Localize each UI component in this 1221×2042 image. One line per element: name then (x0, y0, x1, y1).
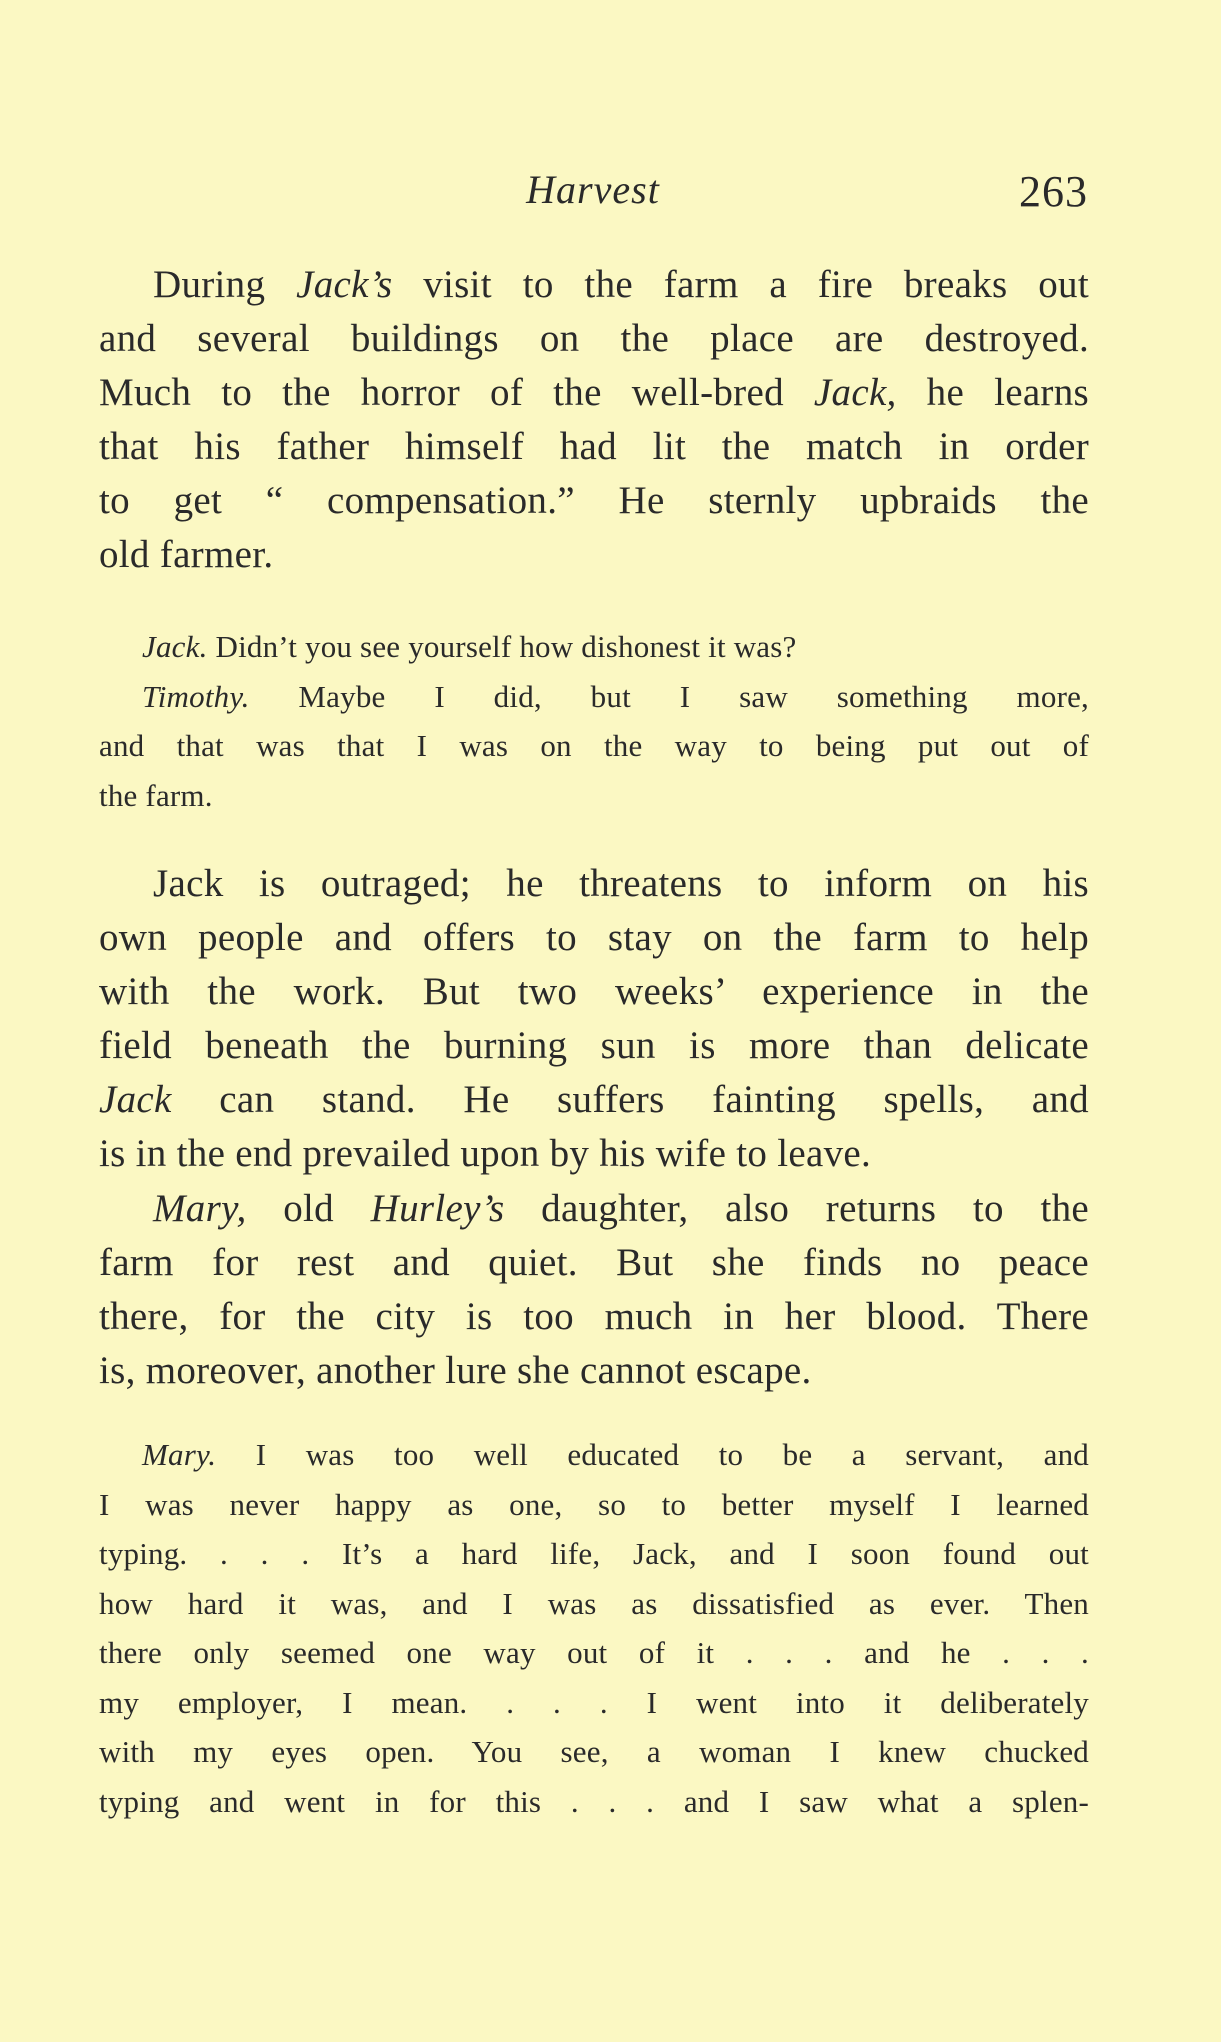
dialogue-line: there only seemed one way out of it . . . and he . . . (99, 1635, 1089, 1670)
running-title: Harvest (526, 167, 660, 212)
speaker-name: Mary. (142, 1437, 217, 1472)
dialogue-mary (99, 1430, 1089, 1826)
text-line: that his father himself had lit the match in order (99, 425, 1089, 468)
dialogue-line: I was never happy as one, so to better myself I learned (99, 1486, 1089, 1522)
paragraph-mary (99, 1182, 1089, 1398)
text-line: with the work. But two weeks’ experience in the (99, 970, 1089, 1013)
dialogue-line: with my eyes open. You see, a woman I knew chucked (99, 1734, 1089, 1769)
dialogue-line: Jack. Didn’t you see yourself how dishonest it was? (142, 629, 797, 664)
speaker-name: Timothy. (142, 678, 250, 714)
page-number: 263 (1019, 167, 1088, 216)
dialogue-line: Timothy. Maybe I did, but I saw something more, (142, 678, 1089, 714)
text-line: to get “ compensation.” He sternly upbraids the (99, 479, 1089, 522)
text-line: During Jack’s visit to the farm a fire breaks out (153, 263, 1089, 306)
dialogue-line: how hard it was, and I was as dissatisfied as ever. Then (99, 1585, 1089, 1621)
dialogue-line: typing and went in for this . . . and I saw what a splen- (99, 1783, 1089, 1819)
page-header (98, 166, 1088, 222)
text-line: Jack can stand. He suffers fainting spells, and (99, 1078, 1089, 1121)
text-line: Jack is outraged; he threatens to inform on his (153, 862, 1089, 905)
dialogue-line: Mary. I was too well educated to be a servant, and (142, 1437, 1089, 1472)
text-line: there, for the city is too much in her blood. There (99, 1295, 1089, 1338)
paragraph-fire (99, 258, 1089, 582)
dialogue-line: my employer, I mean. . . . I went into it deliberately (99, 1684, 1089, 1720)
dialogue-line: and that was that I was on the way to being put out of (99, 728, 1089, 763)
text-line: field beneath the burning sun is more than delicate (99, 1024, 1089, 1067)
text-line: own people and offers to stay on the farm to help (99, 916, 1089, 959)
text-line: is in the end prevailed upon by his wife to leave. (99, 1132, 872, 1175)
text-line: and several buildings on the place are destroyed. (99, 317, 1089, 360)
text-line: farm for rest and quiet. But she finds no peace (99, 1241, 1089, 1284)
text-line: is, moreover, another lure she cannot escape. (99, 1349, 812, 1392)
paragraph-jack-outraged (99, 857, 1089, 1181)
dialogue-jack-timothy (99, 622, 1089, 820)
text-line: Much to the horror of the well-bred Jack, he learns (99, 371, 1090, 414)
speaker-name: Jack. (142, 629, 208, 664)
dialogue-line: typing. . . . It’s a hard life, Jack, and I soon found out (99, 1536, 1089, 1571)
text-line: old farmer. (99, 533, 274, 576)
dialogue-line: the farm. (99, 777, 213, 813)
text-line: Mary, old Hurley’s daughter, also returns to the (153, 1187, 1090, 1230)
